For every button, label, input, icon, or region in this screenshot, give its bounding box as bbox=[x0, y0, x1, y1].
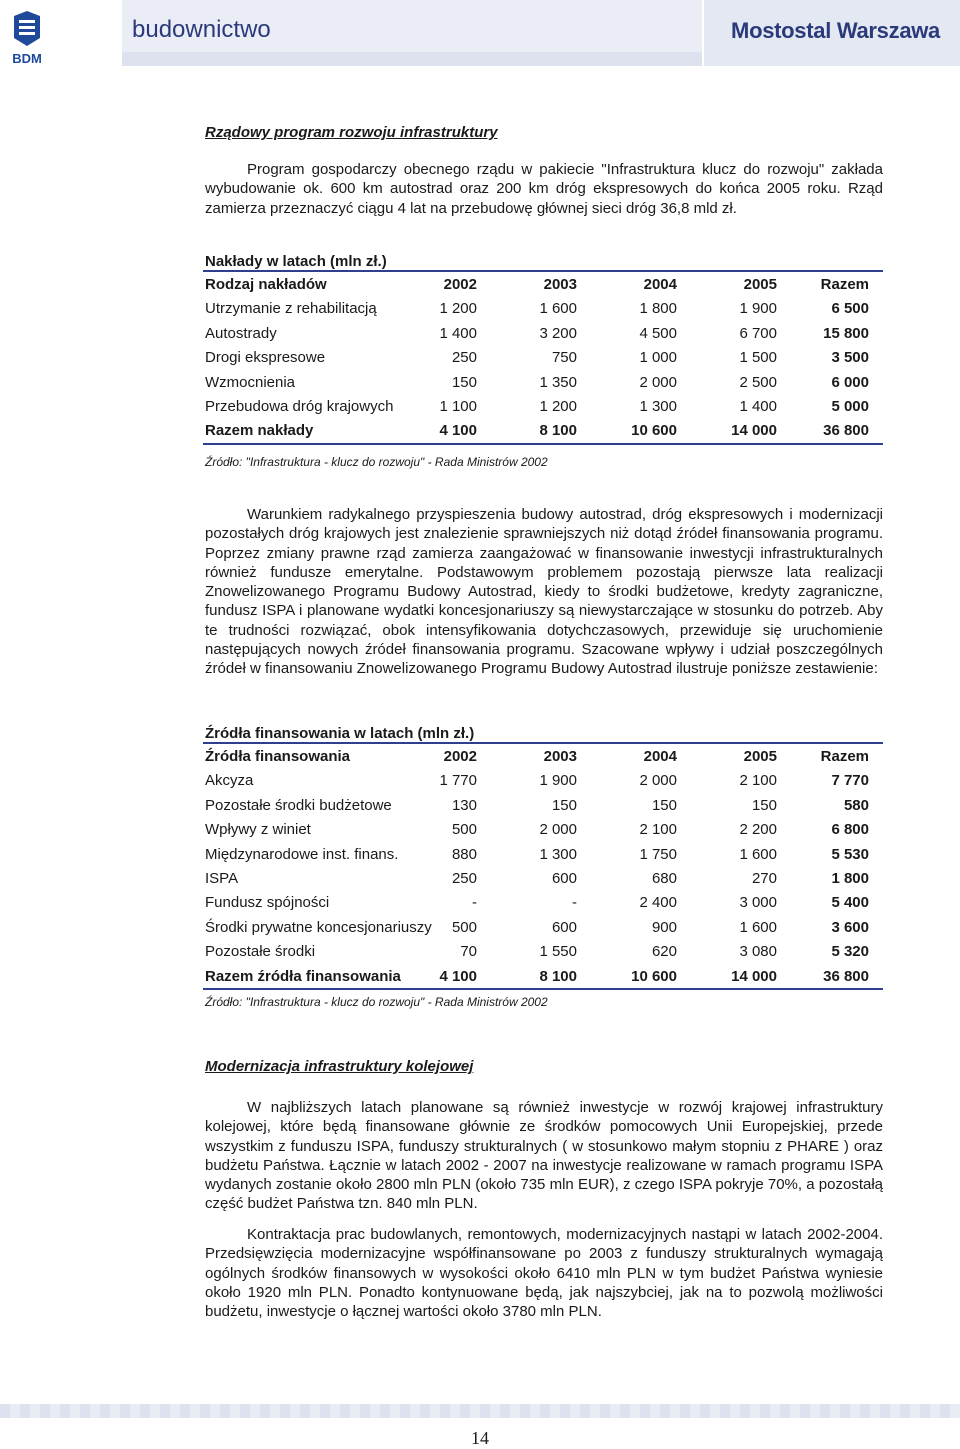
footer-band bbox=[0, 1404, 960, 1418]
railway-paragraph-2 bbox=[205, 1225, 883, 1321]
table-row: ISPA 250 600 680 270 1 800 bbox=[205, 869, 869, 887]
table2-source: Źródło: "Infrastruktura - klucz do rozwoju" - Rada Ministrów 2002 bbox=[205, 995, 548, 1009]
table1-title: Nakłady w latach (mln zł.) bbox=[205, 253, 387, 270]
table-row: Drogi ekspresowe 250 750 1 000 1 500 3 500 bbox=[205, 349, 869, 367]
logo-text: BDM bbox=[12, 51, 42, 66]
table-row: Przebudowa dróg krajowych 1 100 1 200 1 300 1 400 5 000 bbox=[205, 397, 869, 415]
section-heading-infrastructure: Rządowy program rozwoju infrastruktury bbox=[205, 124, 498, 141]
section-title: budownictwo bbox=[132, 16, 271, 43]
table-row: Akcyza 1 770 1 900 2 000 2 100 7 770 bbox=[205, 772, 869, 790]
intro-paragraph-text: Program gospodarczy obecnego rządu w pakiecie "Infrastruktura klucz do rozwoju" zakłada wybudowanie ok. 600 km autostrad oraz 200 km dróg ekspresowych do końca 2005 roku. Rząd zamierza przeznaczyć ciągu 4 lat na przebudowę głównej sieci dróg 36,8 mld zł. bbox=[205, 161, 883, 217]
table-row: Pozostałe środki 70 1 550 620 3 080 5 320 bbox=[205, 943, 869, 961]
table-row: Międzynarodowe inst. finans. 880 1 300 1 750 1 600 5 530 bbox=[205, 845, 869, 863]
page-number: 14 bbox=[471, 1428, 489, 1448]
table-row: Pozostałe środki budżetowe 130 150 150 150 580 bbox=[205, 796, 869, 814]
company-name: Mostostal Warszawa bbox=[731, 18, 940, 43]
section-heading-railway: Modernizacja infrastruktury kolejowej bbox=[205, 1058, 474, 1075]
table-header-row: Źródła finansowania 2002 2003 2004 2005 Razem bbox=[205, 748, 869, 765]
table2-title: Źródła finansowania w latach (mln zł.) bbox=[205, 725, 475, 742]
intro-paragraph bbox=[205, 160, 883, 218]
railway-paragraph-1-text: W najbliższych latach planowane są również inwestycje w rozwój krajowej infrastruktury kolejowej, które będą finansowane głównie ze środków pomocowych Unii Europejskiej, przede wszystkim z funduszu ISPA, funduszy strukturalnych ( w stosunkowo małym stopniu z PHARE ) oraz budżetu Państwa. Łącznie w latach 2002 - 2007 na inwestycje realizowane w ramach programu ISPA wydanych zostanie około 2800 mln PLN (około 735 mln EUR), z czego ISPA pokryje 70%, a pozostałą część budżet Państwa tzn. 840 mln PLN. bbox=[205, 1099, 883, 1213]
table-row: Środki prywatne koncesjonariuszy 500 600 900 1 600 3 600 bbox=[205, 918, 869, 936]
table-row: Autostrady 1 400 3 200 4 500 6 700 15 800 bbox=[205, 324, 869, 342]
header-band-strip bbox=[122, 52, 702, 66]
financing-paragraph-text: Warunkiem radykalnego przyspieszenia budowy autostrad, dróg ekspresowych i modernizacji pozostałych dróg krajowych jest znalezienie sprawniejszych niż dotąd źródeł finansowania programu. Poprzez zmiany prawne rząd zamierza zaangażować w finansowanie inwestycji infrastrukturalnych również fundusze emerytalne. Podstawowym problemem pozostają pierwsze lata realizacji Znowelizowanego Programu Budowy Autostrad, kiedy to środki budżetowe, kredyty zagraniczne, fundusz ISPA i planowane wydatki koncesjonariuszy są niewystarczające w stosunku do potrzeb. Aby te trudności rozwiązać, obok intensyfikowania dotychczasowych, przewiduje się uruchomienie następujących nowych źródeł finansowania programu. Szacowane wpływy i udział poszczególnych źródeł w finansowaniu Znowelizowanego Programu Budowy Autostrad ilustruje poniższe zestawienie: bbox=[205, 506, 883, 678]
table-row: Utrzymanie z rehabilitacją 1 200 1 600 1 800 1 900 6 500 bbox=[205, 300, 869, 318]
page-header bbox=[0, 0, 960, 70]
table-row: Wzmocnienia 150 1 350 2 000 2 500 6 000 bbox=[205, 373, 869, 391]
table-rule bbox=[203, 443, 883, 445]
table-header-row: Rodzaj nakładów 2002 2003 2004 2005 Razem bbox=[205, 276, 869, 293]
bdm-logo bbox=[8, 10, 46, 66]
railway-paragraph-1 bbox=[205, 1098, 883, 1214]
table-row: Wpływy z winiet 500 2 000 2 100 2 200 6 800 bbox=[205, 821, 869, 839]
table-rule bbox=[203, 988, 883, 990]
table-row: Fundusz spójności - - 2 400 3 000 5 400 bbox=[205, 894, 869, 912]
financing-sources-table bbox=[203, 742, 883, 990]
table1-source: Źródło: "Infrastruktura - klucz do rozwoju" - Rada Ministrów 2002 bbox=[205, 455, 548, 469]
railway-paragraph-2-text: Kontraktacja prac budowlanych, remontowych, modernizacyjnych nastąpi w latach 2002-2004. Przedsięwzięcia modernizacyjne współfinansowane po 2003 z funduszy strukturalnych wymagają ogólnych środków finansowych w wysokości około 6410 mln PLN w tym budżet Państwa wyniesie około 1920 mln PLN. Ponadto kontynuowane będą, jak najszybciej, jak na to pozwolą możliwości budżetu, inwestycje o łącznej wartości około 3780 mln PLN. bbox=[205, 1226, 883, 1321]
table-total-row: Razem źródła finansowania 4 100 8 100 10 600 14 000 36 800 bbox=[205, 967, 869, 985]
financing-paragraph bbox=[205, 505, 883, 679]
expenditure-table bbox=[203, 270, 883, 445]
table-total-row: Razem nakłady 4 100 8 100 10 600 14 000 36 800 bbox=[205, 422, 869, 440]
